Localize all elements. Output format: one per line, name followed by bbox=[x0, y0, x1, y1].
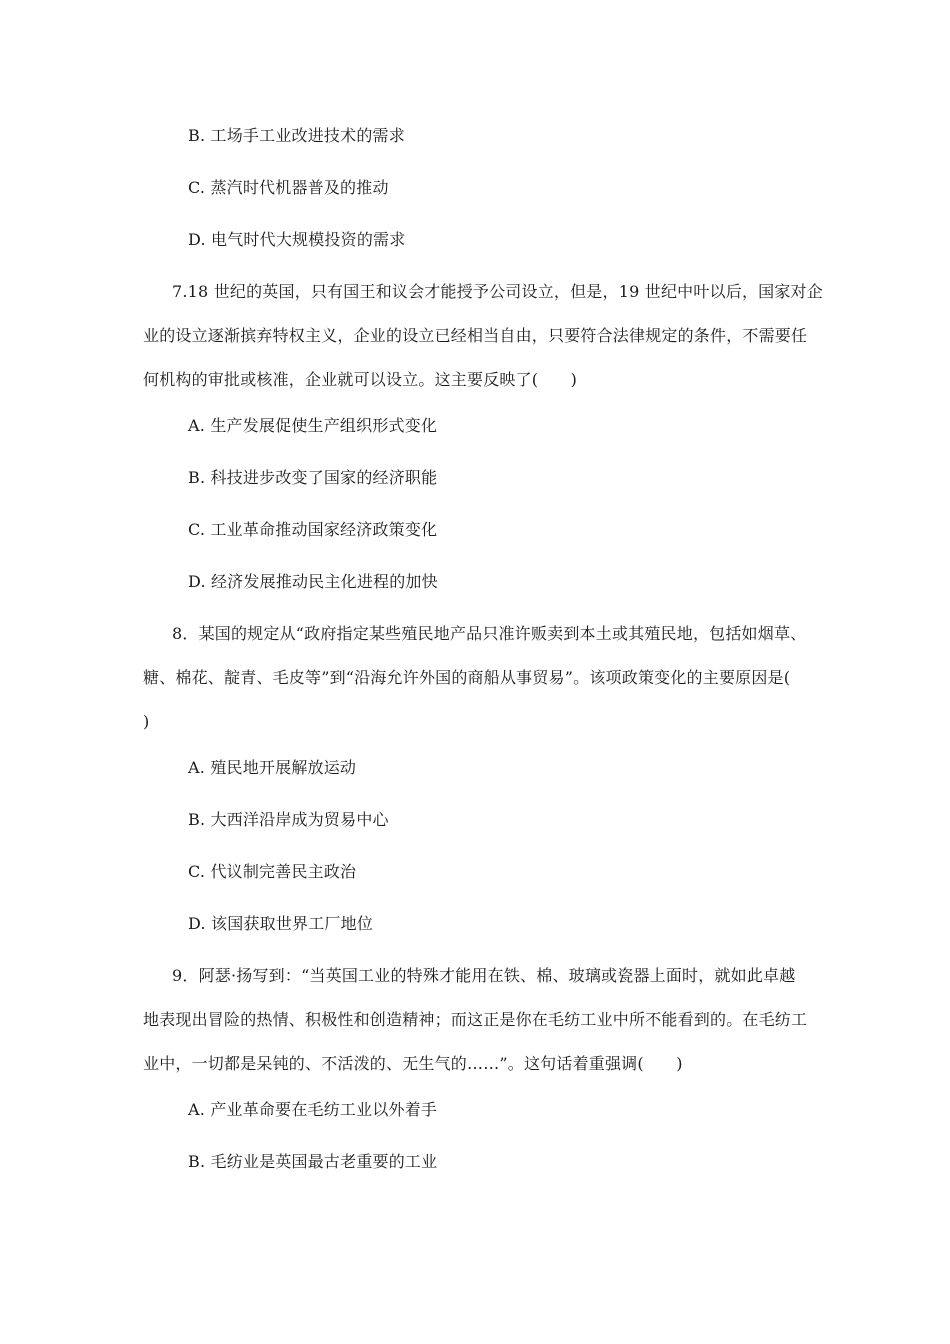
q8-stem-line-2: 糖、棉花、靛青、毛皮等”到“沿海允许外国的商船从事贸易”。该项政策变化的主要原因是( bbox=[143, 668, 791, 687]
q9-stem-line-2: 地表现出冒险的热情、积极性和创造精神；而这正是你在毛纺工业中所不能看到的。在毛纺工 bbox=[143, 1010, 808, 1029]
q7-stem-line-3: 何机构的审批或核准，企业就可以设立。这主要反映了( ) bbox=[143, 370, 578, 389]
q7-option-d: D. 经济发展推动民主化进程的加快 bbox=[188, 572, 438, 591]
q7-stem-line-2: 业的设立逐渐摈弃特权主义，企业的设立已经相当自由，只要符合法律规定的条件，不需要任 bbox=[143, 326, 808, 345]
q8-stem-line-3: ) bbox=[143, 712, 150, 731]
q9-stem-line-1: 9．阿瑟·扬写到：“当英国工业的特殊才能用在铁、棉、玻璃或瓷器上面时，就如此卓越 bbox=[172, 966, 796, 985]
q8-stem-line-1: 8．某国的规定从“政府指定某些殖民地产品只准许贩卖到本土或其殖民地，包括如烟草、 bbox=[172, 624, 807, 643]
q6-option-b: B. 工场手工业改进技术的需求 bbox=[188, 126, 405, 145]
q7-option-c: C. 工业革命推动国家经济政策变化 bbox=[188, 520, 438, 539]
q8-option-b: B. 大西洋沿岸成为贸易中心 bbox=[188, 810, 389, 829]
q7-option-b: B. 科技进步改变了国家的经济职能 bbox=[188, 468, 438, 487]
q9-option-a: A. 产业革命要在毛纺工业以外着手 bbox=[188, 1100, 438, 1119]
q6-option-d: D. 电气时代大规模投资的需求 bbox=[188, 230, 406, 249]
q9-stem-line-3: 业中，一切都是呆钝的、不活泼的、无生气的……”。这句话着重强调( ) bbox=[143, 1054, 683, 1073]
q7-option-a: A. 生产发展促使生产组织形式变化 bbox=[188, 416, 438, 435]
q8-option-a: A. 殖民地开展解放运动 bbox=[188, 758, 357, 777]
q7-stem-line-1: 7.18 世纪的英国，只有国王和议会才能授予公司设立，但是，19 世纪中叶以后，国家对企 bbox=[172, 282, 823, 301]
q6-option-c: C. 蒸汽时代机器普及的推动 bbox=[188, 178, 389, 197]
q9-option-b: B. 毛纺业是英国最古老重要的工业 bbox=[188, 1152, 438, 1171]
q8-option-d: D. 该国获取世界工厂地位 bbox=[188, 914, 374, 933]
q8-option-c: C. 代议制完善民主政治 bbox=[188, 862, 357, 881]
